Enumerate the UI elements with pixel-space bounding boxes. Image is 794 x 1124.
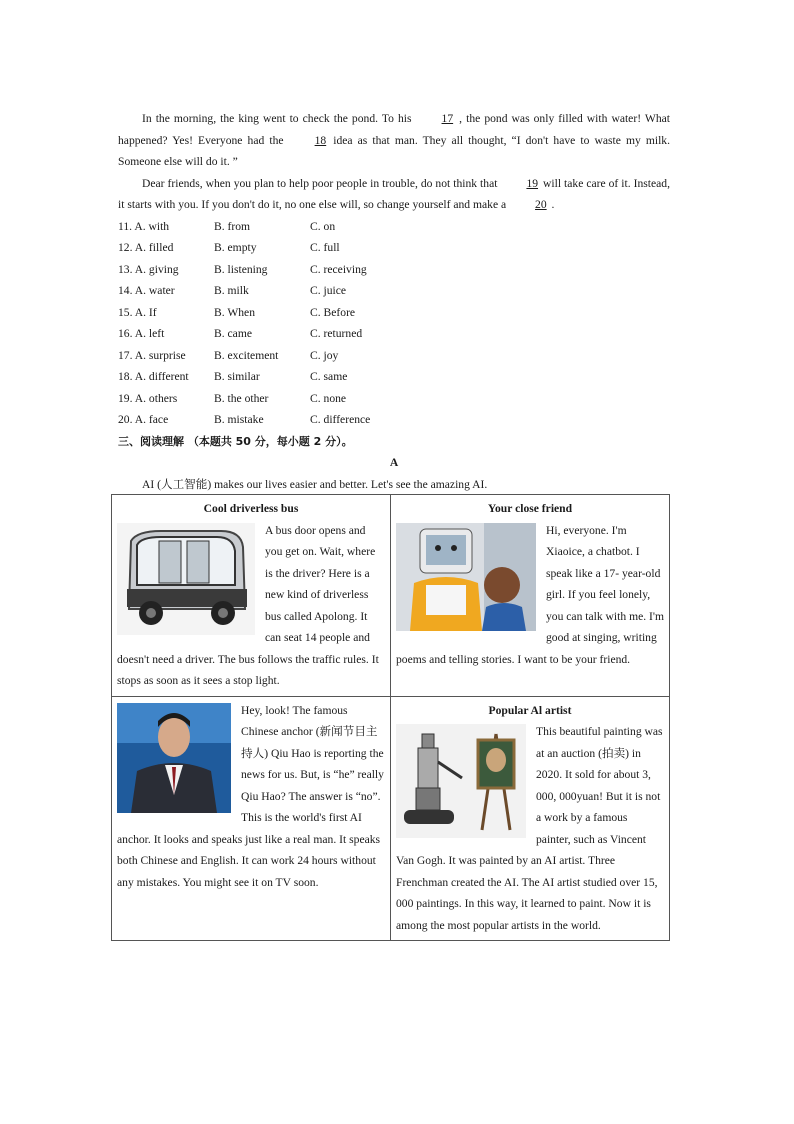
cell-title: Your close friend [487, 502, 573, 515]
worksheet-page [118, 108, 670, 495]
option-row: 17. A. surprise B. excitement C. joy [118, 348, 339, 362]
option-row: 15. A. If B. When C. Before [118, 305, 356, 319]
cell-ai-artist: Popular Al artist This beautiful painting was at an auction (拍卖) in 2020. It sold for about 3, 000, 000yuan! But it is not a work by a famous painter, such as Vincent Van Gogh. It was painted by an AI artist. Three Frenchman created the AI. The AI artist studied over 15, 000 paintings. In this way, it learned to paint. Now it is among the most popular artists in the world. [391, 696, 670, 941]
passage-intro: AI (人工智能) makes our lives easier and better. Let's see the amazing AI. [142, 477, 488, 491]
blank-18: 18 [314, 133, 327, 147]
cell-driverless-bus: Cool driverless bus A bus door opens and you get on. Wait, where is the driver? Here is a new kind of driverless bus called Apolong. It can seat 14 people and doesn't need a driver. The bus follows the traffic rules. It stops as soon as it sees a stop light. [112, 495, 391, 697]
option-row: 11. A. with B. from C. on [118, 219, 336, 233]
robot-painter-image [396, 724, 526, 838]
section-heading: 三、阅读理解 （本题共 50 分，每小题 2 分）。 [118, 434, 353, 448]
option-row: 18. A. different B. similar C. same [118, 370, 348, 383]
option-row: 16. A. left B. came C. returned [118, 327, 363, 340]
driverless-bus-image [117, 523, 255, 635]
passage-letter: A [389, 456, 399, 469]
option-row: 13. A. giving B. listening C. receiving [118, 262, 367, 276]
robot-child-image [396, 523, 536, 631]
cell-close-friend: Your close friend Hi, everyone. I'm Xiaoice, a chatbot. I speak like a 17- year-old girl. If you feel lonely, you can talk with me. I'm good at singing, writing poems and telling stories. I want to be your friend. [391, 495, 670, 697]
cell-ai-anchor: Hey, look! The famous Chinese anchor (新闻节目主持人) Qiu Hao is reporting the news for us. But, is “he” really Qiu Hao? The answer is “no”. This is the world's first AI anchor. It looks and speaks just like a real man. It speaks both Chinese and English. It can work 24 hours without any mistakes. You might see it on TV soon. [112, 696, 391, 941]
option-row: 12. A. filled B. empty C. full [118, 241, 340, 254]
answer-options [118, 216, 670, 431]
ai-anchor-image [117, 703, 231, 813]
option-row: 20. A. face B. mistake C. difference [118, 413, 371, 426]
passage-paragraph-2: Dear friends, when you plan to help poor people in trouble, do not think that 19 will take care of it. Instead, it starts with you. If you don't do it, no one else will, so change yourself and make a 20 . [118, 173, 670, 216]
cell-title: Popular Al artist [488, 703, 572, 717]
option-row: 19. A. others B. the other C. none [118, 391, 347, 405]
blank-17: 17 [441, 112, 454, 125]
passage-paragraph-1: In the morning, the king went to check the pond. To his 17 , the pond was only filled with water! What happened? Yes! Everyone had the 18 idea as that man. They all thought, “I don't have to waste my milk. Someone else will do it. ” [118, 108, 670, 173]
ai-info-table [111, 494, 670, 941]
option-row: 14. A. water B. milk C. juice [118, 284, 347, 297]
blank-19: 19 [526, 176, 539, 190]
cell-title: Cool driverless bus [203, 502, 299, 515]
blank-20: 20 [535, 198, 547, 211]
